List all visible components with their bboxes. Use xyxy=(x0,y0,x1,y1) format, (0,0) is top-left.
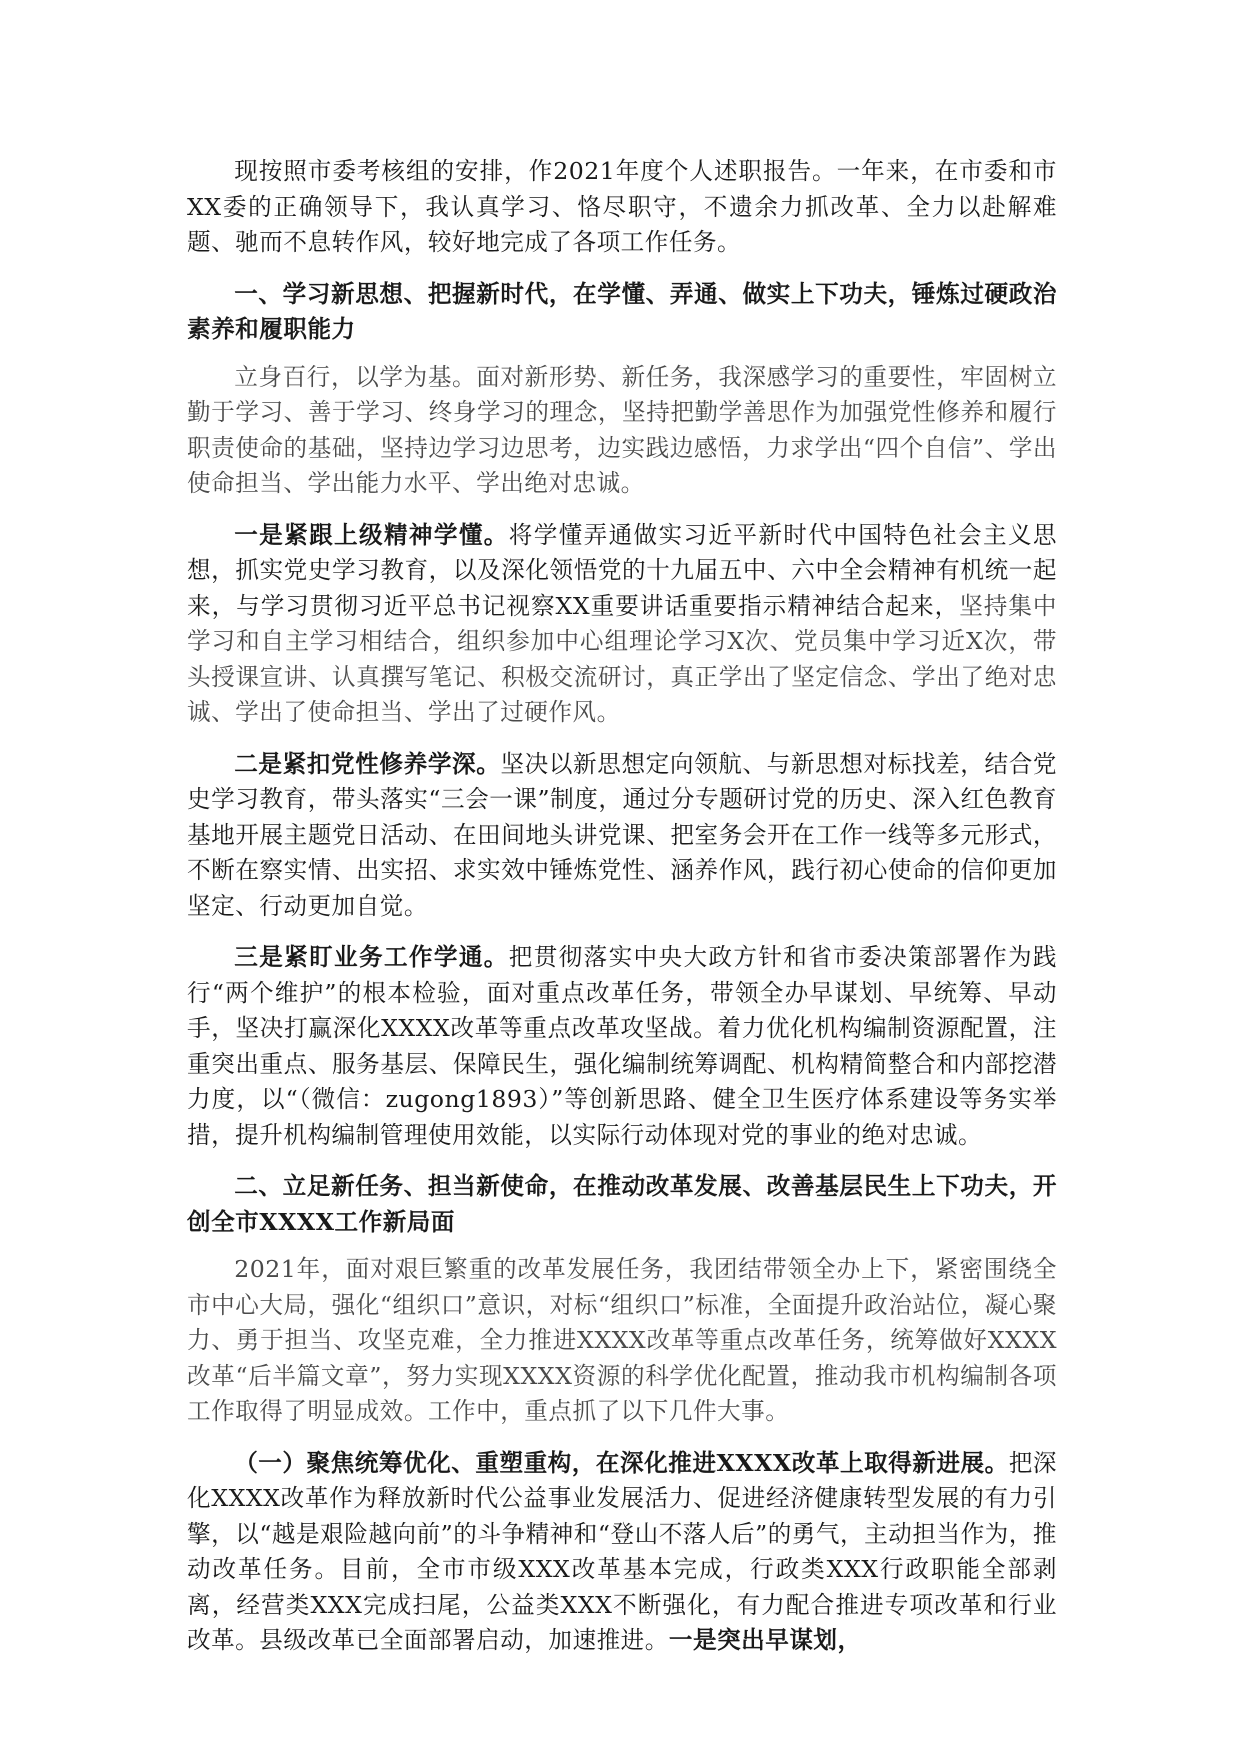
point-3-lead: 三是紧盯业务工作学通。 xyxy=(234,943,509,971)
intro-paragraph: 现按照市委考核组的安排，作2021年度个人述职报告。一年来，在市委和市XX委的正确领导下，我认真学习、恪尽职守，不遗余力抓改革、全力以赴解难题、驰而不息转作风，较好地完成了各项工作任务。 xyxy=(187,157,1057,256)
paragraph-subsection-1 xyxy=(187,1446,1057,1659)
point-2-text: 坚决以新思想定向领航、与新思想对标找差，结合党史学习教育，带头落实“三会一课”制度，通过分专题研讨党的历史、深入红色教育基地开展主题党日活动、在田间地头讲党课、把室务会开在工作一线等多元形式，不断在察实情、出实招、求实效中锤炼党性、涵养作风，践行初心使命的信仰更加坚定、行动更加自觉。 xyxy=(187,749,1058,920)
document-body xyxy=(187,154,1057,1675)
subsection-1-tail: 一是突出早谋划， xyxy=(668,1626,862,1654)
point-3-text: 把贯彻落实中央大政方针和省市委决策部署作为践行“两个维护”的根本检验，面对重点改革任务，带领全办早谋划、早统筹、早动手，坚决打赢深化XXXX改革等重点改革攻坚战。着力优化机构编制资源配置，注重突出重点、服务基层、保障民生，强化编制统筹调配、机构精简整合和内部挖潜力度，以“（微信：zugong1893）”等创新思路、健全卫生医疗体系建设等务实举措，提升机构编制管理使用效能，以实际行动体现对党的事业的绝对忠诚。 xyxy=(187,943,1058,1149)
paragraph-study-foundation: 立身百行，以学为基。面对新形势、新任务，我深感学习的重要性，牢固树立勤于学习、善于学习、终身学习的理念，坚持把勤学善思作为加强党性修养和履行职责使命的基础，坚持边学习边思考，边实践边感悟，力求学出“四个自信”、学出使命担当、学出能力水平、学出绝对忠诚。 xyxy=(187,362,1057,497)
point-1-text-b: 坚持集中学习和自主学习相结合，组织参加中心组理论学习X次、党员集中学习近X次，带头授课宣讲、认真撰写笔记、积极交流研讨，真正学出了坚定信念、学出了绝对忠诚、学出了使命担当、学出了过硬作风。 xyxy=(187,591,1058,726)
overview-text-b: 工作中，重点抓了以下几件大事。 xyxy=(427,1397,790,1425)
point-1-text-a: 将学懂弄通做实习近平新时代中国特色社会主义思想，抓实党史学习教育，以及深化领悟党的十九届五中、六中全会精神有机统一起来，与学习贯彻习近平总书记视察XX重要讲话重要指示精神结合起来， xyxy=(187,520,1058,620)
paragraph-point-3 xyxy=(187,940,1057,1153)
paragraph-point-2 xyxy=(187,747,1057,925)
section-heading-2: 二、立足新任务、担当新使命，在推动改革发展、改善基层民生上下功夫，开创全市XXXX工作新局面 xyxy=(187,1172,1057,1236)
section-heading-1: 一、学习新思想、把握新时代，在学懂、弄通、做实上下功夫，锤炼过硬政治素养和履职能力 xyxy=(187,279,1057,343)
subsection-1-lead: （一）聚焦统筹优化、重塑重构，在深化推进XXXX改革上取得新进展。 xyxy=(234,1448,1009,1477)
point-2-lead: 二是紧扣党性修养学深。 xyxy=(234,749,501,778)
paragraph-point-1 xyxy=(187,518,1057,731)
point-1-lead: 一是紧跟上级精神学懂。 xyxy=(234,520,509,549)
overview-text-a: 2021年，面对艰巨繁重的改革发展任务，我团结带领全办上下，紧密围绕全市中心大局，强化“组织口”意识，对标“组织口”标准，全面提升政治站位，凝心聚力、勇于担当、攻坚克难，全力推进XXXX改革等重点改革任务，统筹做好XXXX改革“后半篇文章”，努力实现XXXX资源的科学优化配置，推动我市机构编制各项工作取得了明显成效。 xyxy=(187,1255,1057,1425)
paragraph-2021-overview xyxy=(187,1252,1057,1430)
subsection-1-text: 把深化XXXX改革作为释放新时代公益事业发展活力、促进经济健康转型发展的有力引擎，以“越是艰险越向前”的斗争精神和“登山不落人后”的勇气，主动担当作为，推动改革任务。目前，全市市级XXX改革基本完成，行政类XXX行政职能全部剥离，经营类XXX完成扫尾，公益类XXX不断强化，有力配合推进专项改革和行业改革。县级改革已全面部署启动，加速推进。 xyxy=(187,1448,1057,1654)
